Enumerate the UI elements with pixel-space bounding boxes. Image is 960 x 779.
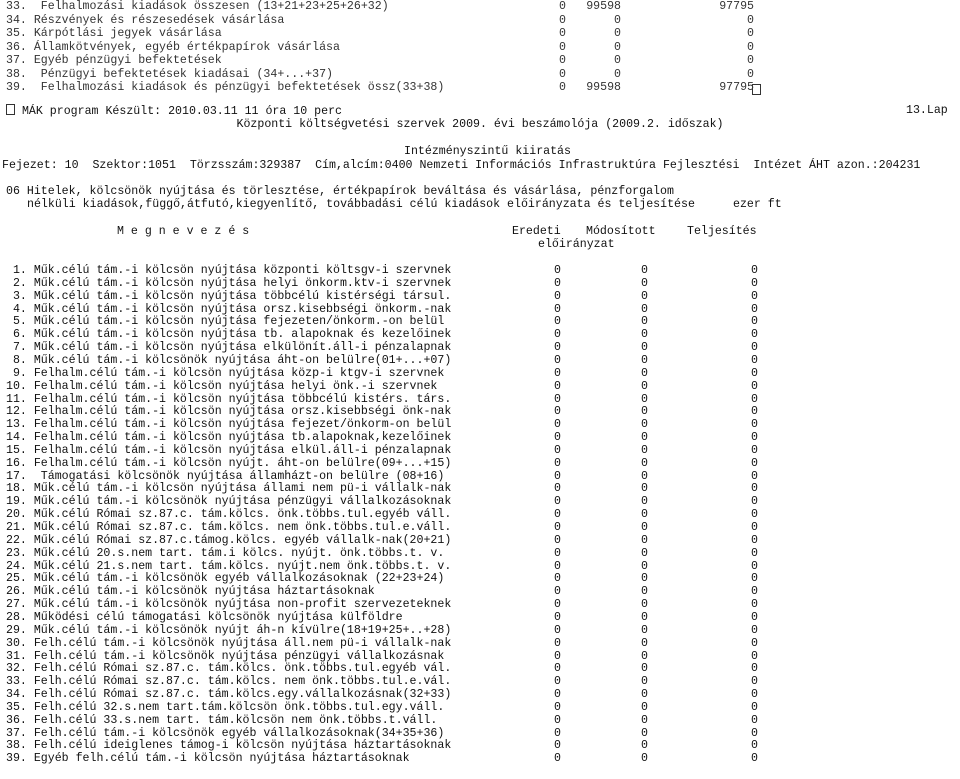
value-2: 0: [641, 482, 648, 496]
table-row: [6, 341, 956, 354]
value-2: 0: [641, 495, 648, 509]
value-3: 0: [747, 54, 754, 67]
row-label: 27. Műk.célú tám.-i kölcsönök nyújtása non-profit szervezeteknek: [6, 598, 452, 612]
column-header-original-line2: előirányzat: [538, 238, 615, 251]
row-label: 18. Műk.célú tám.-i kölcsön nyújtása állami nem pü-i vállalk-nak: [6, 482, 452, 496]
column-header-modified: Módosított: [586, 225, 656, 238]
row-label: 21. Műk.célú Római sz.87.c. tám.kölcs. nem önk.többs.tul.e.váll.: [6, 521, 452, 534]
value-2: 0: [641, 443, 648, 457]
table-row: [6, 367, 956, 380]
table-row: [6, 701, 956, 714]
column-header-name: M e g n e v e z é s: [117, 225, 250, 238]
table-row: [6, 0, 956, 13]
row-label: 38. Felh.célú ideiglenes támog-i kölcsön nyújtása háztartásoknak: [6, 739, 452, 753]
value-3: 0: [751, 636, 758, 650]
value-1: 0: [554, 521, 561, 534]
section-title-line2: nélküli kiadások,függő,átfutó,kiegyenlítő, továbbadási célú kiadások előirányzata és teljesítése: [27, 198, 695, 211]
value-3: 0: [751, 315, 758, 329]
value-1: 0: [554, 302, 561, 316]
value-1: 0: [554, 675, 561, 689]
value-3: 0: [751, 546, 758, 560]
value-1: 0: [554, 431, 561, 445]
table-row: [6, 264, 956, 277]
row-label: 5. Műk.célú tám.-i kölcsön nyújtása fejezeten/önkorm.-on belül: [6, 315, 445, 329]
value-2: 0: [641, 598, 648, 612]
program-info: MÁK program Készült: 2010.03.11 11 óra 10 perc: [21, 105, 343, 118]
value-3: 0: [751, 418, 758, 432]
value-1: 0: [554, 713, 561, 727]
row-label: 36. Felh.célú 33.s.nem tart. tám.kölcsön nem önk.többs.t.váll.: [6, 713, 438, 727]
row-label: 13. Felhalm.célú tám.-i kölcsön nyújtása fejezet/önkorm-on belül: [6, 418, 452, 432]
table-row: [6, 675, 956, 688]
value-2: 0: [641, 431, 648, 445]
value-1: 0: [554, 264, 561, 277]
table-row: [6, 585, 956, 598]
row-label: 37. Felh.célú tám.-i kölcsönök egyéb vállalkozásoknak(34+35+36): [6, 726, 445, 740]
value-1: 0: [559, 13, 566, 27]
value-3: 0: [751, 366, 758, 380]
value-2: 0: [641, 392, 648, 406]
row-label: 24. Műk.célú 21.s.nem tart. tám.kölcs. nyújt.nem önk.többs.t. v.: [6, 559, 452, 573]
value-3: 0: [751, 443, 758, 457]
value-3: 0: [751, 585, 758, 599]
row-label: 6. Műk.célú tám.-i kölcsön nyújtása tb. alapoknak és kezelőinek: [6, 328, 452, 342]
table-row: [6, 315, 956, 328]
value-2: 0: [614, 40, 621, 54]
value-2: 0: [641, 752, 648, 766]
table-row: [6, 444, 956, 457]
table-row: [6, 547, 956, 560]
value-3: 0: [751, 508, 758, 522]
value-2: 0: [641, 405, 648, 419]
box-glyph-icon: [752, 84, 761, 95]
row-label: 30. Felh.célú tám.-i kölcsönök nyújtása áll.nem pü-i vállalk-nak: [6, 636, 452, 650]
value-3: 0: [751, 264, 758, 277]
table-row: [6, 68, 956, 81]
value-3: 0: [751, 482, 758, 496]
value-1: 0: [554, 598, 561, 612]
table-row: [6, 41, 956, 54]
value-3: 0: [747, 13, 754, 27]
value-2: 99598: [586, 81, 621, 94]
value-3: 0: [751, 572, 758, 586]
value-2: 0: [641, 379, 648, 393]
table-row: [6, 354, 956, 367]
row-label: 35. Kárpótlási jegyek vásárlása: [6, 27, 222, 40]
row-label: 29. Műk.célú tám.-i kölcsönök nyújt áh-n kívülre(18+19+25+..+28): [6, 623, 452, 637]
value-3: 0: [747, 40, 754, 54]
column-header-original: Eredeti: [512, 225, 561, 238]
table-row: [6, 470, 956, 483]
value-1: 0: [559, 27, 566, 40]
row-label: 38. Pénzügyi befektetések kiadásai (34+...+37): [6, 67, 333, 81]
value-2: 0: [641, 521, 648, 534]
value-1: 0: [559, 0, 566, 13]
value-3: 0: [751, 289, 758, 303]
value-3: 0: [751, 752, 758, 766]
value-2: 0: [641, 456, 648, 470]
value-2: 0: [614, 27, 621, 40]
value-1: 0: [554, 328, 561, 342]
value-3: 0: [751, 392, 758, 406]
value-3: 0: [751, 610, 758, 624]
value-1: 0: [554, 392, 561, 406]
value-2: 0: [641, 508, 648, 522]
table-row: [6, 81, 956, 94]
table-row: [6, 27, 956, 40]
table-row: [6, 277, 956, 290]
table-row: [6, 688, 956, 701]
value-3: 0: [751, 700, 758, 714]
row-label: 19. Műk.célú tám.-i kölcsönök nyújtása pénzügyi vállalkozásoknak: [6, 495, 452, 509]
value-3: 0: [751, 739, 758, 753]
value-1: 0: [554, 482, 561, 496]
value-3: 0: [751, 675, 758, 689]
value-1: 0: [554, 700, 561, 714]
row-label: 12. Felhalm.célú tám.-i kölcsön nyújtása orsz.kisebbségi önk-nak: [6, 405, 452, 419]
row-label: 20. Műk.célú Római sz.87.c. tám.kölcs. önk.többs.tul.egyéb váll.: [6, 508, 452, 522]
value-1: 0: [554, 752, 561, 766]
value-1: 0: [554, 289, 561, 303]
table-row: [6, 393, 956, 406]
table-row: [6, 624, 956, 637]
value-1: 0: [554, 559, 561, 573]
table-row: [6, 560, 956, 573]
table-row: [6, 572, 956, 585]
value-2: 0: [641, 636, 648, 650]
chapter-line: Fejezet: 10 Szektor:1051 Törzsszám:329387 Cím,alcím:0400 Nemzeti Információs Infrastruktúra Fejlesztési Intézet ÁHT azon.:204231: [2, 159, 921, 172]
table-row: [6, 290, 956, 303]
row-label: 34. Részvények és részesedések vásárlása: [6, 13, 285, 27]
value-1: 0: [554, 572, 561, 586]
program-line: [6, 104, 342, 117]
value-2: 0: [641, 559, 648, 573]
row-label: 28. Működési célú támogatási kölcsönök nyújtása külföldre: [6, 610, 403, 624]
row-label: 39. Felhalmozási kiadások és pénzügyi befektetések össz(33+38): [6, 81, 445, 94]
table-row: [6, 303, 956, 316]
page-number: 13.Lap: [906, 104, 948, 117]
value-2: 0: [641, 713, 648, 727]
row-label: 35. Felh.célú 32.s.nem tart.tám.kölcsön önk.többs.tul.egy.váll.: [6, 700, 445, 714]
value-1: 0: [554, 585, 561, 599]
value-3: 0: [751, 713, 758, 727]
row-label: 36. Államkötvények, egyéb értékpapírok vásárlása: [6, 40, 340, 54]
value-2: 0: [641, 688, 648, 702]
value-3: 0: [751, 353, 758, 367]
value-2: 0: [641, 276, 648, 290]
value-1: 0: [554, 662, 561, 676]
value-1: 0: [554, 623, 561, 637]
value-1: 0: [559, 81, 566, 94]
value-2: 0: [641, 264, 648, 277]
value-1: 0: [559, 54, 566, 67]
value-3: 0: [751, 469, 758, 483]
table-row: [6, 714, 956, 727]
value-1: 0: [554, 456, 561, 470]
value-1: 0: [554, 315, 561, 329]
value-3: 0: [751, 559, 758, 573]
table-row: [6, 14, 956, 27]
table-row: [6, 418, 956, 431]
row-label: 8. Műk.célú tám.-i kölcsönök nyújtása áht-on belülre(01+...+07): [6, 353, 452, 367]
value-3: 97795: [719, 81, 754, 94]
row-label: 4. Műk.célú tám.-i kölcsön nyújtása orsz.kisebbségi önkorm.-nak: [6, 302, 452, 316]
value-1: 0: [554, 636, 561, 650]
row-label: 32. Felh.célú Római sz.87.c. tám.kölcs. önk.többs.tul.egyéb vál.: [6, 662, 452, 676]
value-2: 0: [641, 315, 648, 329]
column-header-actual: Teljesítés: [687, 225, 757, 238]
table-row: [6, 739, 956, 752]
table-row: [6, 457, 956, 470]
value-3: 0: [747, 67, 754, 81]
value-1: 0: [554, 649, 561, 663]
value-3: 0: [751, 302, 758, 316]
table-row: [6, 508, 956, 521]
value-2: 0: [641, 623, 648, 637]
value-1: 0: [554, 418, 561, 432]
value-2: 0: [641, 572, 648, 586]
row-label: 10. Felhalm.célú tám.-i kölcsön nyújtása helyi önk.-i szervnek: [6, 379, 438, 393]
table-row: [6, 598, 956, 611]
value-1: 0: [554, 533, 561, 547]
value-1: 0: [559, 40, 566, 54]
row-label: 11. Felhalm.célú tám.-i kölcsön nyújtása többcélú kistérs. társ.: [6, 392, 452, 406]
value-3: 0: [751, 405, 758, 419]
value-3: 0: [751, 495, 758, 509]
value-2: 0: [641, 418, 648, 432]
row-label: 9. Felhalm.célú tám.-i kölcsön nyújtása közp-i ktgv-i szervnek: [6, 366, 445, 380]
value-1: 0: [554, 726, 561, 740]
value-1: 0: [554, 405, 561, 419]
value-2: 0: [641, 700, 648, 714]
row-label: 26. Műk.célú tám.-i kölcsönök nyújtása háztartásoknak: [6, 585, 375, 599]
value-2: 0: [641, 649, 648, 663]
value-2: 0: [641, 726, 648, 740]
value-1: 0: [554, 610, 561, 624]
value-3: 0: [751, 456, 758, 470]
value-2: 0: [641, 353, 648, 367]
report-title: Központi költségvetési szervek 2009. évi beszámolója (2009.2. időszak): [236, 118, 724, 131]
value-2: 0: [641, 328, 648, 342]
table-row: [6, 54, 956, 67]
table-row: [6, 650, 956, 663]
table-row: [6, 431, 956, 444]
value-2: 0: [641, 739, 648, 753]
value-3: 0: [751, 649, 758, 663]
row-label: 37. Egyéb pénzügyi befektetések: [6, 54, 222, 67]
row-label: 1. Műk.célú tám.-i kölcsön nyújtása központi költsgv-i szervnek: [6, 264, 452, 277]
value-2: 0: [641, 546, 648, 560]
row-label: 2. Műk.célú tám.-i kölcsön nyújtása helyi önkorm.ktv-i szervnek: [6, 276, 452, 290]
table-row: [6, 380, 956, 393]
value-3: 0: [751, 688, 758, 702]
table-row: [6, 495, 956, 508]
table-row: [6, 727, 956, 740]
value-2: 0: [641, 533, 648, 547]
value-1: 0: [559, 67, 566, 81]
value-3: 0: [751, 662, 758, 676]
value-1: 0: [554, 508, 561, 522]
row-label: 22. Műk.célú Római sz.87.c.támog.kölcs. egyéb vállalk-nak(20+21): [6, 533, 452, 547]
value-3: 0: [751, 726, 758, 740]
row-label: 39. Egyéb felh.célú tám.-i kölcsön nyújtása háztartásoknak: [6, 752, 410, 766]
value-2: 0: [641, 289, 648, 303]
row-label: 17. Támogatási kölcsönök nyújtása államházt-on belülre (08+16): [6, 469, 445, 483]
value-1: 0: [554, 379, 561, 393]
value-1: 0: [554, 353, 561, 367]
table-row: [6, 482, 956, 495]
section-title-line1: 06 Hitelek, kölcsönök nyújtása és törlesztése, értékpapírok beváltása és vásárlása, pénzforgalom: [6, 185, 674, 198]
value-3: 0: [751, 521, 758, 534]
value-2: 0: [641, 302, 648, 316]
table-row: [6, 662, 956, 675]
value-2: 0: [641, 610, 648, 624]
value-1: 0: [554, 495, 561, 509]
row-label: 33. Felhalmozási kiadások összesen (13+21+23+25+26+32): [6, 0, 389, 13]
row-label: 14. Felhalm.célú tám.-i kölcsön nyújtása tb.alapoknak,kezelőinek: [6, 431, 452, 445]
report-subtitle: Intézményszintű kiiratás: [404, 145, 571, 158]
row-label: 33. Felh.célú Római sz.87.c. tám.kölcs. nem önk.többs.tul.e.vál.: [6, 675, 452, 689]
value-2: 0: [641, 675, 648, 689]
value-2: 0: [614, 54, 621, 67]
value-2: 0: [614, 67, 621, 81]
table-row: [6, 752, 956, 765]
value-2: 0: [641, 585, 648, 599]
row-label: 34. Felh.célú Római sz.87.c. tám.kölcs.egy.vállalkozásnak(32+33): [6, 688, 452, 702]
value-3: 0: [751, 276, 758, 290]
value-3: 0: [747, 27, 754, 40]
value-3: 97795: [719, 0, 754, 13]
table-row: [6, 328, 956, 341]
row-label: 25. Műk.célú tám.-i kölcsönök egyéb vállalkozásoknak (22+23+24): [6, 572, 445, 586]
value-1: 0: [554, 276, 561, 290]
value-1: 0: [554, 739, 561, 753]
table-row: [6, 534, 956, 547]
value-2: 0: [641, 341, 648, 355]
value-2: 0: [641, 366, 648, 380]
value-3: 0: [751, 328, 758, 342]
row-label: 23. Műk.célú 20.s.nem tart. tám.i kölcs. nyújt. önk.többs.t. v.: [6, 546, 445, 560]
value-2: 0: [614, 13, 621, 27]
row-label: 7. Műk.célú tám.-i kölcsön nyújtása elkülönít.áll-i pénzalapnak: [6, 341, 452, 355]
value-3: 0: [751, 533, 758, 547]
table-row: [6, 637, 956, 650]
value-3: 0: [751, 598, 758, 612]
value-3: 0: [751, 623, 758, 637]
value-3: 0: [751, 379, 758, 393]
value-1: 0: [554, 341, 561, 355]
row-label: 31. Felh.célú tám.-i kölcsönök nyújtása pénzügyi vállalkozásnak: [6, 649, 445, 663]
unit-label: ezer ft: [733, 198, 782, 211]
value-3: 0: [751, 431, 758, 445]
value-2: 0: [641, 469, 648, 483]
value-1: 0: [554, 366, 561, 380]
table-row: [6, 521, 956, 534]
table-row: [6, 405, 956, 418]
box-glyph-icon: [6, 104, 15, 115]
table-row: [6, 611, 956, 624]
value-1: 0: [554, 688, 561, 702]
value-3: 0: [751, 341, 758, 355]
value-1: 0: [554, 443, 561, 457]
value-2: 0: [641, 662, 648, 676]
value-1: 0: [554, 546, 561, 560]
row-label: 16. Felhalm.célú tám.-i kölcsön nyújt. áht-on belülre(09+...+15): [6, 456, 452, 470]
value-1: 0: [554, 469, 561, 483]
value-2: 99598: [586, 0, 621, 13]
row-label: 3. Műk.célú tám.-i kölcsön nyújtása többcélú kistérségi társul.: [6, 289, 452, 303]
row-label: 15. Felhalm.célú tám.-i kölcsön nyújtása elkül.áll-i pénzalapnak: [6, 443, 452, 457]
